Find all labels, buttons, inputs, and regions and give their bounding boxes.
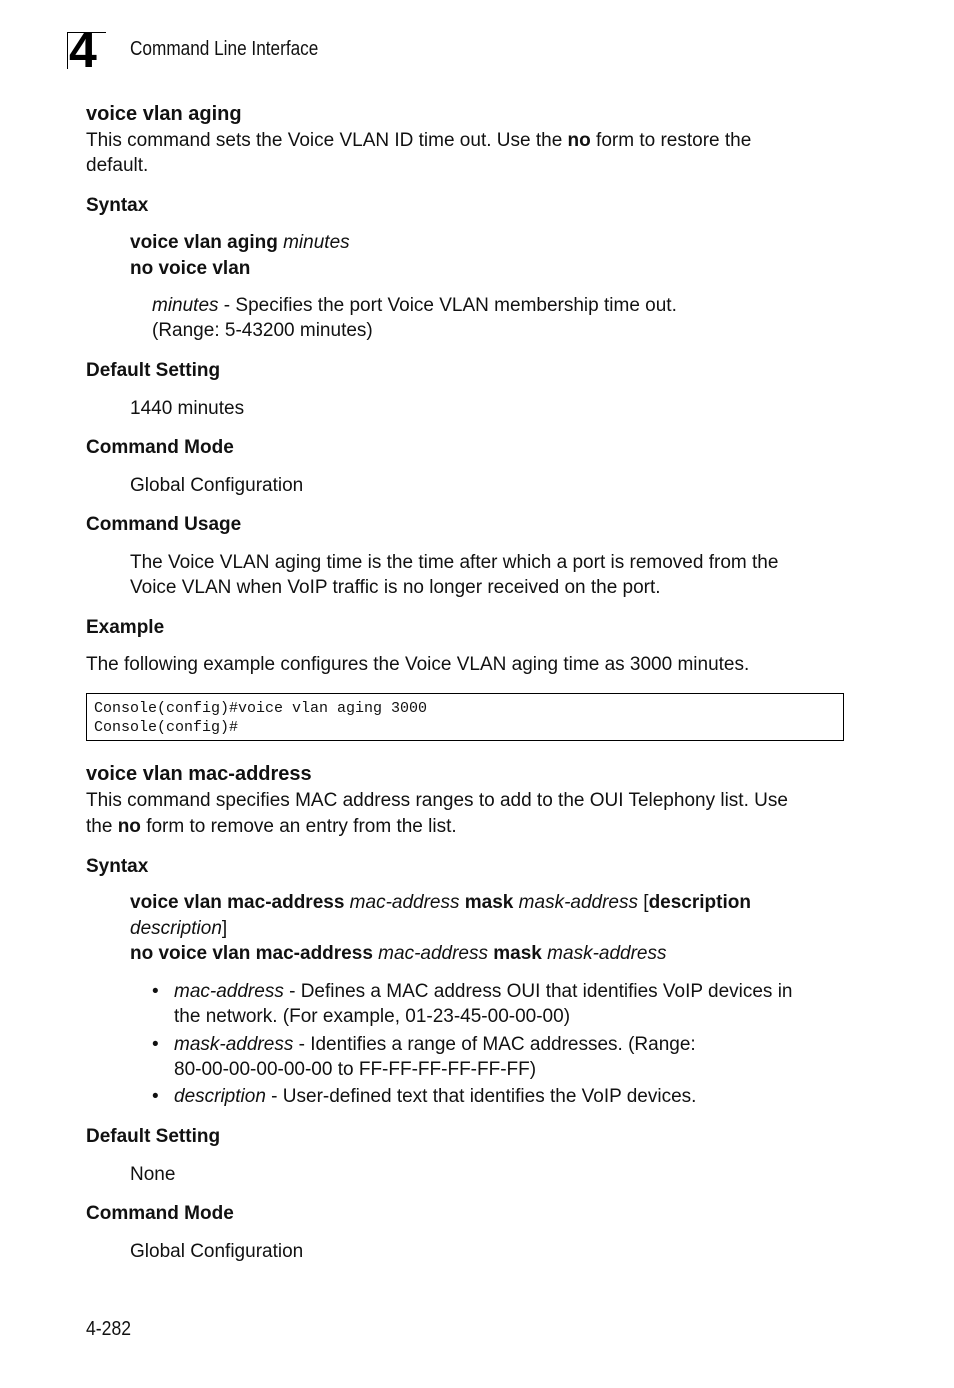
bullet-icon: • [152, 1034, 159, 1055]
aging-intro-line-2: default. [86, 155, 149, 176]
aging-usage-line-2: Voice VLAN when VoIP traffic is no longer received on the port. [130, 577, 661, 598]
bullet-mask-address-line-1 [174, 1032, 696, 1058]
chapter-title: Command Line Interface [130, 38, 319, 60]
mac-syntax-command: voice vlan mac-address [130, 892, 345, 913]
mac-intro-text-b: form to remove an entry from the list. [140, 816, 457, 837]
mac-intro-no-keyword: no [117, 816, 141, 837]
aging-syntax-line-2: no voice vlan [130, 258, 251, 279]
aging-syntax-param: minutes [283, 232, 350, 253]
mac-syntax-mac-param: mac-address [349, 892, 460, 913]
mac-default-value: None [130, 1164, 176, 1185]
aging-syntax-line-1 [130, 230, 350, 256]
mac-syntax-no-mask-param: mask-address [547, 943, 667, 964]
command-title-mac-address: voice vlan mac-address [86, 763, 312, 785]
aging-default-heading: Default Setting [86, 360, 221, 381]
mac-syntax-bracket-close: ] [221, 918, 228, 939]
bullet-description-name: description [174, 1086, 266, 1107]
bullet-mac-address-desc: - Defines a MAC address OUI that identifies VoIP devices in [283, 981, 793, 1002]
bullet-mask-address-desc: - Identifies a range of MAC addresses. (Range: [293, 1034, 696, 1055]
aging-param-desc: - Specifies the port Voice VLAN membership time out. [218, 295, 677, 316]
aging-param-range: (Range: 5-43200 minutes) [152, 320, 373, 341]
mac-mode-heading: Command Mode [86, 1203, 234, 1224]
chapter-number: 4 [69, 22, 97, 78]
mac-syntax-line-2 [130, 916, 227, 942]
mac-syntax-description-param: description [130, 918, 222, 939]
mac-syntax-heading: Syntax [86, 856, 149, 877]
bullet-icon: • [152, 981, 159, 1002]
aging-example-text: The following example configures the Voice VLAN aging time as 3000 minutes. [86, 654, 750, 675]
bullet-mask-address-name: mask-address [174, 1034, 294, 1055]
aging-mode-value: Global Configuration [130, 475, 304, 496]
aging-syntax-command: voice vlan aging [130, 232, 278, 253]
mac-syntax-line-3 [130, 941, 667, 967]
code-line-1: Console(config)#voice vlan aging 3000 [94, 700, 428, 717]
aging-usage-line-1: The Voice VLAN aging time is the time after which a port is removed from the [130, 552, 779, 573]
bullet-mac-address-line-2: the network. (For example, 01-23-45-00-00-00) [174, 1006, 571, 1027]
mac-syntax-description-keyword: description [648, 892, 751, 913]
mac-syntax-mask-keyword: mask [464, 892, 514, 913]
code-example-box [86, 693, 844, 741]
mac-syntax-line-1 [130, 890, 751, 916]
aging-default-value: 1440 minutes [130, 398, 245, 419]
mac-mode-value: Global Configuration [130, 1241, 304, 1262]
bullet-description-desc: - User-defined text that identifies the VoIP devices. [265, 1086, 697, 1107]
mac-syntax-no-mask-keyword: mask [493, 943, 542, 964]
aging-mode-heading: Command Mode [86, 437, 234, 458]
mac-intro-text-a: the [86, 816, 118, 837]
mac-syntax-no-mac-param: mac-address [378, 943, 488, 964]
bullet-description-line [174, 1084, 696, 1110]
aging-intro-text-2: form to restore the [590, 130, 752, 151]
bullet-mac-address-name: mac-address [174, 981, 284, 1002]
mac-syntax-mask-param: mask-address [518, 892, 638, 913]
aging-usage-heading: Command Usage [86, 514, 242, 535]
bullet-mac-address-line-1 [174, 979, 793, 1005]
mac-syntax-bracket-open: [ [643, 892, 649, 913]
aging-intro-text-1: This command sets the Voice VLAN ID time out. Use the [86, 130, 568, 151]
mac-intro-line-1: This command specifies MAC address ranges to add to the OUI Telephony list. Use [86, 790, 788, 811]
aging-intro-no-keyword: no [567, 130, 591, 151]
mac-default-heading: Default Setting [86, 1126, 221, 1147]
mac-syntax-no-command: no voice vlan mac-address [130, 943, 373, 964]
aging-param-name: minutes [152, 295, 219, 316]
bullet-mask-address-line-2: 80-00-00-00-00-00 to FF-FF-FF-FF-FF-FF) [174, 1059, 537, 1080]
page-number: 4-282 [86, 1318, 132, 1340]
aging-intro-line-1 [86, 128, 751, 154]
aging-param-line-1 [152, 293, 677, 319]
mac-intro-line-2 [86, 814, 457, 840]
command-title-aging: voice vlan aging [86, 103, 242, 125]
aging-syntax-heading: Syntax [86, 195, 149, 216]
code-line-2: Console(config)# [94, 719, 239, 736]
aging-example-heading: Example [86, 617, 165, 638]
bullet-icon: • [152, 1086, 159, 1107]
